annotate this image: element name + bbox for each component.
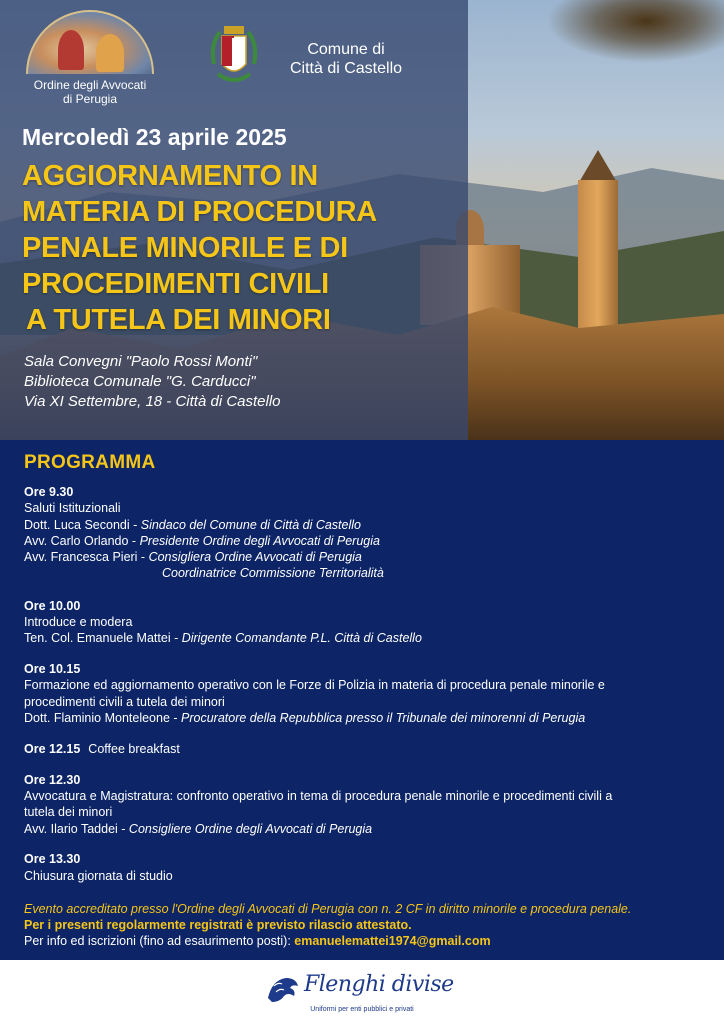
speaker-line	[24, 630, 704, 646]
tree-branch	[530, 0, 724, 70]
program-slot	[24, 772, 704, 837]
speaker-line	[24, 533, 704, 549]
accreditation-note: Evento accreditato presso l'Ordine degli Avvocati di Perugia con n. 2 CF in diritto minorile e procedura penale.	[24, 902, 632, 916]
attestato-note: Per i presenti regolarmente registrati è previsto rilascio attestato.	[24, 917, 412, 932]
speaker-role: Procuratore della Repubblica presso il Tribunale dei minorenni di Perugia	[181, 711, 586, 726]
event-title-line: PENALE MINORILE E DI	[22, 232, 348, 264]
slot-time: Ore 13.30	[24, 852, 81, 867]
speaker-role: Presidente Ordine degli Avvocati di Perugia	[139, 533, 380, 548]
slot-time: Ore 12.30	[24, 772, 81, 787]
speaker-name: Avv. Carlo Orlando -	[24, 533, 140, 548]
event-title-line: AGGIORNAMENTO IN	[22, 160, 318, 192]
event-title-line: MATERIA DI PROCEDURA	[22, 196, 377, 228]
sponsor-tagline: Uniformi per enti pubblici e privati	[310, 1006, 414, 1013]
speaker-role: Sindaco del Comune di Città di Castello	[140, 517, 361, 532]
slot-time: Ore 10.15	[24, 662, 81, 677]
speaker-line	[24, 821, 704, 837]
hero-banner	[0, 0, 724, 440]
slot-description: Formazione ed aggiornamento operativo con le Forze di Polizia in materia di procedura penale minorile e	[24, 678, 605, 693]
slot-description: procedimenti civili a tutela dei minori	[24, 694, 225, 709]
ordine-avvocati-name: Ordine degli Avvocati di Perugia	[33, 78, 147, 106]
slot-time: Ore 12.15	[24, 741, 81, 756]
program-slot	[24, 484, 704, 582]
slot-description: Avvocatura e Magistratura: confronto operativo in tema di procedura penale minorile e procedimenti civili a	[24, 788, 613, 803]
venue-line: Biblioteca Comunale "G. Carducci"	[24, 373, 256, 390]
slot-description: Introduce e modera	[24, 615, 133, 630]
slot-time: Ore 9.30	[24, 485, 74, 499]
sponsor-logo	[266, 970, 462, 1006]
speaker-line	[24, 710, 704, 726]
fresco-icon	[26, 10, 154, 74]
comune-name: Comune di Città di Castello	[289, 41, 403, 77]
event-title	[22, 158, 468, 338]
info-note	[24, 934, 714, 950]
speaker-name: Dott. Flaminio Monteleone -	[24, 711, 182, 726]
program-slot	[24, 661, 704, 726]
sponsor-footer	[0, 960, 724, 1024]
speaker-role: Dirigente Comandante P.L. Città di Castello	[181, 631, 422, 646]
speaker-role: Consigliere Ordine degli Avvocati di Perugia	[128, 821, 373, 836]
sponsor-name: Flenghi divise	[304, 972, 454, 997]
speaker-name: Avv. Ilario Taddei -	[24, 821, 129, 836]
event-notes	[24, 902, 714, 949]
info-prefix: Per info ed iscrizioni (fino ad esaurimento posti):	[24, 933, 295, 948]
speaker-role: Consigliera Ordine Avvocati di Perugia	[148, 550, 362, 565]
event-title-line: A TUTELA DEI MINORI	[26, 304, 331, 336]
slot-description: Chiusura giornata di studio	[24, 868, 173, 883]
slot-time: Ore 10.00	[24, 598, 81, 613]
event-title-line: PROCEDIMENTI CIVILI	[22, 268, 329, 300]
program-section	[0, 440, 724, 960]
speaker-name: Avv. Francesca Pieri -	[24, 550, 149, 565]
program-heading: PROGRAMMA	[24, 452, 156, 473]
bell-tower-roof	[578, 150, 618, 184]
slot-description: Coffee breakfast	[88, 741, 180, 756]
speaker-name: Dott. Luca Secondi -	[24, 517, 141, 532]
contact-email-link[interactable]: emanuelemattei1974@gmail.com	[294, 933, 491, 948]
lion-icon	[266, 974, 300, 1004]
crest-icon	[208, 24, 260, 90]
slot-description: tutela dei minori	[24, 805, 113, 820]
speaker-line	[24, 549, 704, 565]
speaker-line	[24, 517, 704, 533]
event-venue	[24, 352, 281, 412]
program-slot	[24, 851, 704, 884]
venue-line: Via XI Settembre, 18 - Città di Castello	[24, 393, 281, 410]
event-date: Mercoledì 23 aprile 2025	[22, 124, 287, 150]
speaker-role-continued: Coordinatrice Commissione Territorialità	[162, 566, 384, 581]
bell-tower	[578, 180, 618, 340]
program-slot	[24, 598, 704, 647]
slot-description: Saluti Istituzionali	[24, 501, 121, 516]
program-slot	[24, 741, 704, 757]
venue-line: Sala Convegni "Paolo Rossi Monti"	[24, 353, 258, 370]
ordine-avvocati-logo	[22, 10, 158, 106]
speaker-name: Ten. Col. Emanuele Mattei -	[24, 631, 182, 646]
program-list	[24, 484, 704, 898]
